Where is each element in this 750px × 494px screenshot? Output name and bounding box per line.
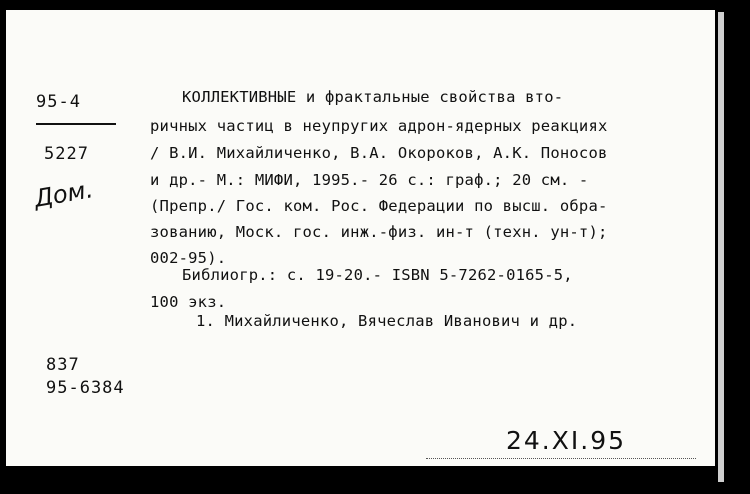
card-line-6: зованию, Моск. гос. инж.-физ. ин-т (техн. ун-т); xyxy=(150,223,608,241)
call-number-top: 95-4 xyxy=(36,92,81,112)
card-line-8: Библиогр.: с. 19-20.- ISBN 5-7262-0165-5, xyxy=(182,266,573,284)
card-edge-shadow xyxy=(718,12,724,482)
call-number-rule xyxy=(36,123,116,125)
card-line-2: ричных частиц в неупругих адрон-ядерных реакциях xyxy=(150,117,608,135)
card-line-1: КОЛЛЕКТИВНЫЕ и фрактальные свойства вто- xyxy=(182,88,564,106)
catalog-card xyxy=(6,10,715,466)
record-number: 95-6384 xyxy=(46,378,125,398)
date-underline xyxy=(426,458,696,459)
card-line-4: и др.- М.: МИФИ, 1995.- 26 с.: граф.; 20 см. - xyxy=(150,171,589,189)
subject-heading: 1. Михайличенко, Вячеслав Иванович и др. xyxy=(196,312,578,330)
card-line-9: 100 экз. xyxy=(150,293,227,311)
handwritten-call-mark: Дом. xyxy=(32,175,96,213)
card-line-7: 002-95). xyxy=(150,249,227,267)
shelf-number: 837 xyxy=(46,355,80,375)
handwritten-date: 24.XI.95 xyxy=(506,426,627,455)
call-number-bottom: 5227 xyxy=(44,144,89,164)
card-line-5: (Препр./ Гос. ком. Рос. Федерации по высш. обра- xyxy=(150,197,608,215)
card-line-3: / В.И. Михайличенко, В.А. Окороков, А.К. Поносов xyxy=(150,144,608,162)
